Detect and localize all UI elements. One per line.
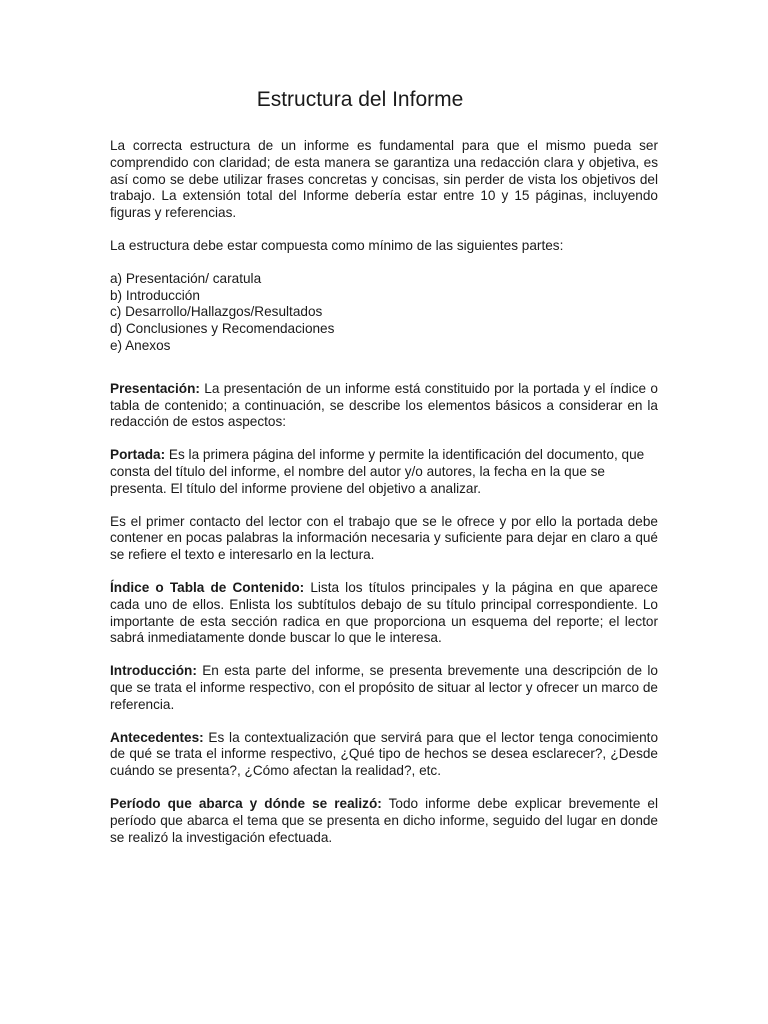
section-text: Es la primera página del informe y permite la identificación del documento, que consta del título del informe, el nombre del autor y/o autores, la fecha en la que se presenta. El título del informe proviene del objetivo a analizar. (110, 447, 645, 496)
parts-list (110, 271, 658, 355)
section-portada-continued (110, 514, 658, 564)
list-item: d) Conclusiones y Recomendaciones (110, 321, 335, 337)
section-text: Es la contextualización que servirá para que el lector tenga conocimiento de qué se trata el informe respectivo, ¿Qué tipo de hechos se desea esclarecer?, ¿Desde cuándo se presenta?, ¿Cómo afectan la realidad?, etc. (110, 729, 658, 779)
parts-intro: La estructura debe estar compuesta como mínimo de las siguientes partes: (110, 237, 564, 253)
section-heading: Período que abarca y dónde se realizó: (110, 795, 382, 811)
list-item: e) Anexos (110, 337, 171, 353)
section-indice (110, 580, 658, 647)
section-heading: Portada: (110, 447, 166, 463)
section-periodo (110, 796, 658, 846)
intro-paragraph: La correcta estructura de un informe es fundamental para que el mismo pueda ser comprendido con claridad; de esta manera se garantiza una redacción clara y objetiva, es así como se debe utilizar frases concretas y concisas, sin perder de vista los objetivos del trabajo. La extensión total del Informe debería estar entre 10 y 15 páginas, incluyendo figuras y referencias. (110, 138, 658, 221)
section-presentacion (110, 381, 658, 431)
section-portada (110, 447, 658, 497)
section-heading: Introducción: (110, 663, 197, 679)
list-item: c) Desarrollo/Hallazgos/Resultados (110, 304, 323, 320)
section-antecedentes (110, 730, 658, 780)
list-item: a) Presentación/ caratula (110, 270, 262, 286)
document-title: Estructura del Informe (256, 88, 464, 111)
section-heading: Presentación: (110, 380, 200, 396)
list-item: b) Introducción (110, 287, 200, 303)
section-heading: Antecedentes: (110, 729, 204, 745)
section-text: La presentación de un informe está constituido por la portada y el índice o tabla de contenido; a continuación, se describe los elementos básicos a considerar en la redacción de estos aspectos: (110, 380, 658, 430)
section-heading: Índice o Tabla de Contenido: (110, 579, 305, 595)
section-text: Todo informe debe explicar brevemente el período que abarca el tema que se presenta en dicho informe, seguido del lugar en donde se realizó la investigación efectuada. (110, 795, 658, 845)
document-body (110, 138, 658, 846)
section-text: Es el primer contacto del lector con el trabajo que se le ofrece y por ello la portada debe contener en pocas palabras la información necesaria y suficiente para dejar en claro a qué se refiere el texto e interesarlo en la lectura. (110, 513, 658, 563)
section-text: En esta parte del informe, se presenta brevemente una descripción de lo que se trata el informe respectivo, con el propósito de situar al lector y ofrecer un marco de referencia. (110, 663, 658, 712)
section-introduccion (110, 663, 658, 713)
section-text: Lista los títulos principales y la página en que aparece cada uno de ellos. Enlista los subtítulos debajo de su título principal correspondiente. Lo importante de esta sección radica en que proporciona un esquema del reporte; el lector sabrá inmediatamente donde buscar lo que le interesa. (110, 579, 658, 646)
